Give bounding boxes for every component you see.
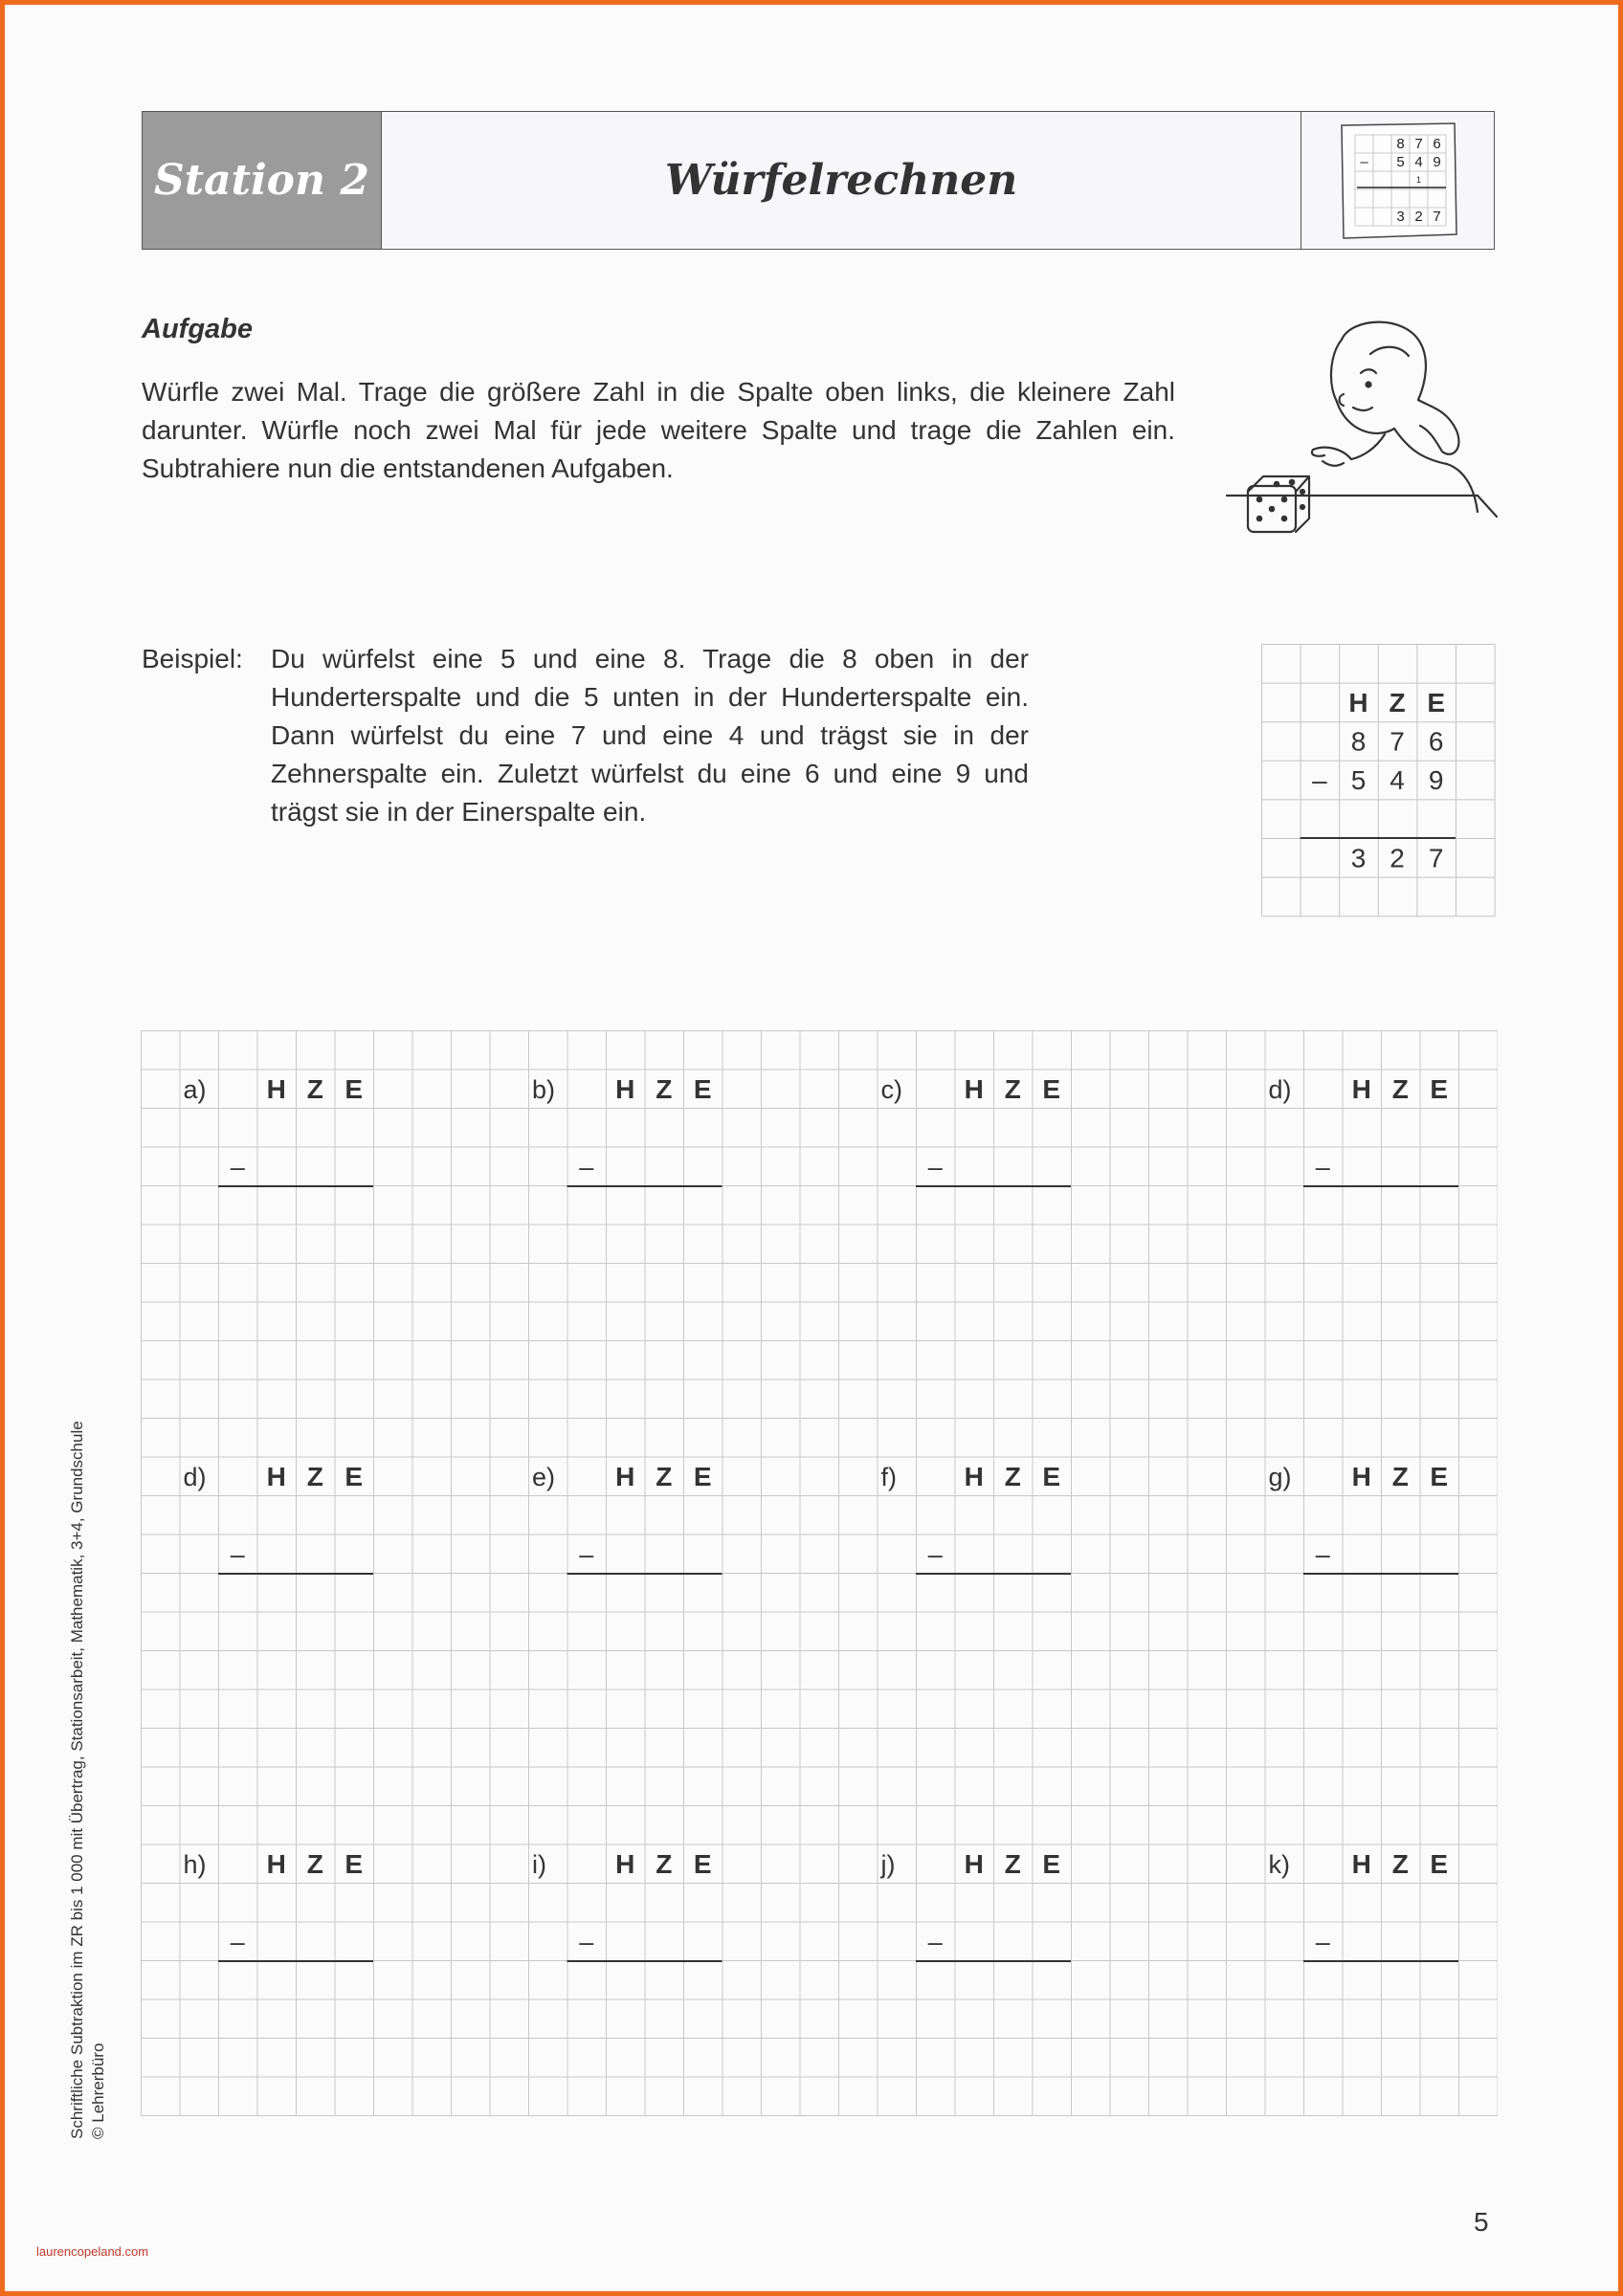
- exercise-column-header: Z: [656, 1461, 673, 1491]
- exercise-column-header: E: [345, 1073, 364, 1104]
- task-heading: Aufgabe: [142, 314, 253, 344]
- exercise-minus-sign: –: [230, 1539, 245, 1569]
- exercise-column-header: Z: [656, 1848, 673, 1879]
- exercise-block[interactable]: [184, 1462, 374, 1574]
- copyright-sidebar: [67, 1421, 109, 2139]
- exercise-label: d): [183, 1462, 207, 1491]
- icon-digit: 5: [1395, 153, 1405, 170]
- exercise-block[interactable]: [184, 1849, 374, 1961]
- exercise-label: f): [880, 1462, 897, 1491]
- exercise-column-header: E: [1430, 1073, 1449, 1104]
- icon-digit: –: [1359, 153, 1368, 170]
- exercise-label: a): [183, 1074, 207, 1104]
- icon-digit: 9: [1432, 153, 1441, 170]
- exercise-minus-sign: –: [1315, 1152, 1330, 1181]
- exercise-label: c): [880, 1074, 902, 1104]
- page-title: Würfelrechnen: [382, 112, 1301, 249]
- icon-digit: 4: [1413, 153, 1423, 170]
- icon-digit: 8: [1395, 135, 1405, 152]
- exercise-minus-sign: –: [927, 1927, 943, 1956]
- exercise-label: k): [1268, 1849, 1290, 1879]
- exercise-column-header: H: [615, 1461, 635, 1491]
- exercise-block[interactable]: [532, 1074, 723, 1186]
- example-minuend-digit: 7: [1390, 726, 1405, 757]
- task-text: Würfle zwei Mal. Trage die größere Zahl in die Spalte oben links, die kleinere Zahl darunter. Würfle noch zwei Mal für jede weitere Spalte und trage die Zahlen ein. Subtrahiere nun die entstandenen Aufgaben.: [142, 377, 1175, 483]
- example-result-digit: 3: [1350, 843, 1367, 873]
- icon-digit: 3: [1395, 208, 1405, 225]
- exercise-column-header: E: [1042, 1461, 1061, 1491]
- icon-digit: 7: [1432, 208, 1441, 225]
- exercise-block[interactable]: [881, 1074, 1072, 1186]
- exercise-column-header: Z: [306, 1073, 323, 1104]
- exercise-column-header: H: [266, 1848, 286, 1879]
- example-minuend-digit: 8: [1350, 726, 1367, 757]
- exercise-column-header: E: [345, 1461, 364, 1491]
- source-line: Schriftliche Subtraktion im ZR bis 1 000 mit Übertrag, Stationsarbeit, Mathematik, 3+4, Grundschule: [68, 1421, 86, 2139]
- exercise-block[interactable]: [532, 1849, 723, 1961]
- icon-digit: 2: [1413, 208, 1423, 225]
- exercise-column-header: E: [345, 1848, 364, 1879]
- worksheet-header: [142, 111, 1495, 250]
- exercise-column-header: H: [964, 1848, 984, 1879]
- exercise-label: b): [532, 1074, 556, 1104]
- exercise-column-header: Z: [1004, 1848, 1021, 1879]
- copyright-line: © Lehrerbüro: [89, 2042, 107, 2139]
- exercise-column-header: H: [1351, 1848, 1371, 1879]
- exercise-minus-sign: –: [579, 1539, 594, 1569]
- exercise-column-header: Z: [1391, 1848, 1409, 1879]
- example-grid: [1261, 644, 1497, 917]
- exercise-minus-sign: –: [230, 1927, 245, 1956]
- exercise-column-header: E: [1430, 1848, 1449, 1879]
- exercise-label: j): [880, 1849, 896, 1879]
- exercise-block[interactable]: [880, 1849, 1072, 1961]
- exercise-grid[interactable]: [141, 1030, 1498, 2118]
- example-text: Du würfelst eine 5 und eine 8. Trage die 8 oben in der Hunderterspalte und die 5 unten in der Hunderterspalte ein. Dann würfelst du eine 7 und eine 4 und trägst sie in der Zehnerspalte ein. Zuletzt würfelst du eine 6 und eine 9 und trägst sie in der Einerspalte ein.: [271, 644, 1029, 827]
- example-column-header: Z: [1389, 687, 1406, 718]
- icon-digit: 6: [1432, 135, 1441, 152]
- exercise-minus-sign: –: [927, 1152, 943, 1181]
- exercise-column-header: Z: [306, 1461, 323, 1491]
- exercise-minus-sign: –: [579, 1152, 594, 1181]
- exercise-label: d): [1268, 1074, 1292, 1104]
- icon-digit: 7: [1413, 135, 1423, 152]
- exercise-column-header: E: [1430, 1461, 1449, 1491]
- watermark: laurencopeland.com: [36, 2244, 149, 2259]
- example-result-digit: 2: [1390, 843, 1405, 873]
- exercise-column-header: Z: [1004, 1073, 1021, 1104]
- exercise-column-header: H: [1351, 1073, 1371, 1104]
- icon-digit: 1: [1415, 174, 1421, 185]
- exercise-column-header: H: [266, 1073, 286, 1104]
- exercise-column-header: Z: [306, 1848, 323, 1879]
- exercise-column-header: Z: [1391, 1461, 1409, 1491]
- exercise-column-header: H: [615, 1848, 635, 1879]
- girl-rolling-dice-illustration: [1217, 316, 1504, 545]
- exercise-label: i): [532, 1849, 546, 1879]
- example-minuend-digit: 6: [1428, 726, 1444, 757]
- exercise-column-header: E: [1042, 1848, 1061, 1879]
- subtraction-sheet-icon: [1301, 112, 1494, 249]
- exercise-column-header: Z: [1004, 1461, 1021, 1491]
- example-subtrahend-digit: 5: [1350, 765, 1367, 796]
- exercise-block[interactable]: [1269, 1849, 1459, 1961]
- exercise-column-header: E: [693, 1461, 712, 1491]
- page-number: 5: [1474, 2207, 1489, 2237]
- example-label: Beispiel:: [142, 644, 243, 673]
- exercise-block[interactable]: [184, 1074, 374, 1186]
- exercise-block[interactable]: [532, 1462, 723, 1574]
- exercise-label: e): [532, 1462, 556, 1491]
- exercise-column-header: H: [615, 1073, 635, 1104]
- exercise-column-header: H: [964, 1461, 984, 1491]
- exercise-block[interactable]: [881, 1462, 1072, 1574]
- exercise-column-header: Z: [656, 1073, 673, 1104]
- exercise-column-header: Z: [1391, 1073, 1409, 1104]
- station-label: Station 2: [143, 112, 382, 249]
- example-subtrahend-digit: 9: [1428, 765, 1444, 796]
- example-grid-lines: [1262, 645, 1496, 916]
- example-column-header: H: [1348, 687, 1368, 718]
- exercise-minus-sign: –: [927, 1539, 943, 1569]
- exercise-block[interactable]: [1269, 1462, 1459, 1574]
- exercise-column-header: H: [964, 1073, 984, 1104]
- exercise-column-header: E: [1042, 1073, 1061, 1104]
- exercise-minus-sign: –: [1315, 1539, 1330, 1569]
- exercise-column-header: E: [693, 1073, 712, 1104]
- exercise-minus-sign: –: [230, 1152, 245, 1181]
- exercise-minus-sign: –: [579, 1927, 594, 1956]
- example-subtrahend-digit: 4: [1390, 765, 1405, 796]
- exercise-block[interactable]: [1269, 1074, 1459, 1186]
- exercise-column-header: H: [266, 1461, 286, 1491]
- exercise-column-header: E: [693, 1848, 712, 1879]
- exercise-minus-sign: –: [1315, 1927, 1330, 1956]
- exercise-label: g): [1268, 1462, 1292, 1491]
- example-column-header: E: [1427, 687, 1446, 718]
- exercise-label: h): [183, 1849, 207, 1879]
- exercise-column-header: H: [1351, 1461, 1371, 1491]
- example-minus-sign: –: [1312, 765, 1327, 796]
- example-result-digit: 7: [1428, 843, 1444, 873]
